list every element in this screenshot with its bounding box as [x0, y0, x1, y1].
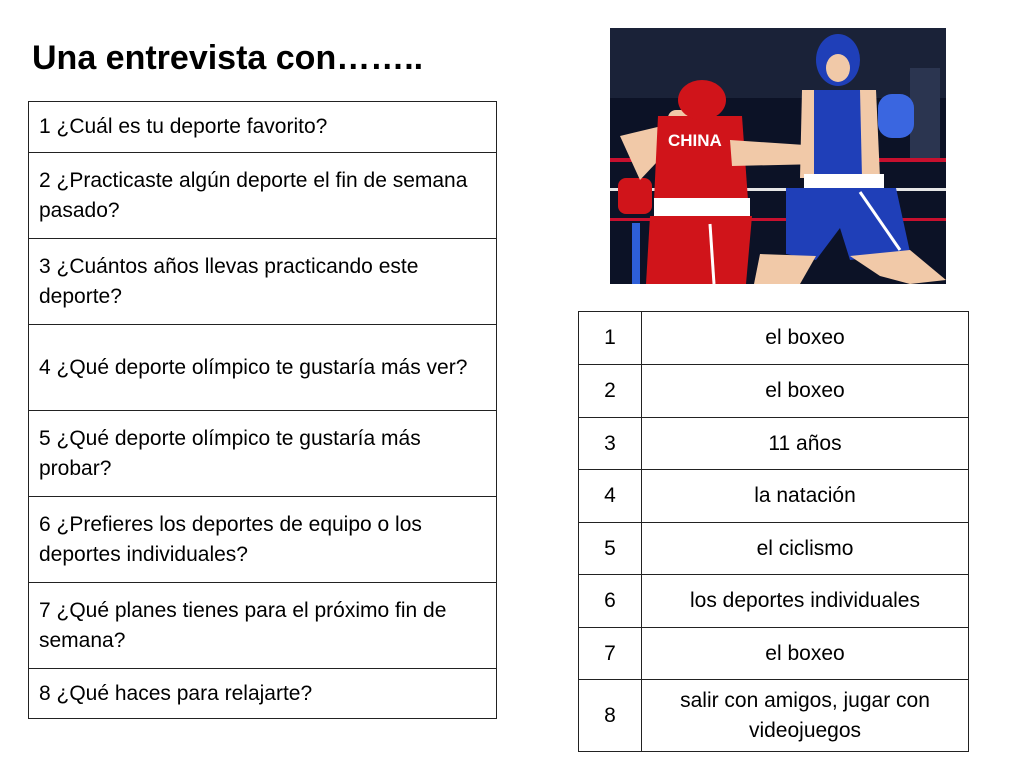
corner-post — [632, 223, 640, 284]
answer-number: 6 — [579, 575, 642, 628]
answer-text: el ciclismo — [642, 523, 969, 575]
question-cell: 6 ¿Prefieres los deportes de equipo o los deportes individuales? — [29, 497, 497, 583]
questions-table — [28, 101, 497, 719]
question-cell: 2 ¿Practicaste algún deporte el fin de semana pasado? — [29, 153, 497, 239]
answer-row — [579, 575, 969, 628]
answer-number: 7 — [579, 628, 642, 680]
answers-table — [578, 311, 969, 752]
question-row — [29, 153, 497, 239]
answer-text: el boxeo — [642, 312, 969, 365]
question-row — [29, 497, 497, 583]
red-boxer-headgear — [678, 80, 726, 120]
answer-number: 2 — [579, 365, 642, 418]
answer-row — [579, 418, 969, 470]
answer-row — [579, 312, 969, 365]
blue-boxer-glove — [878, 94, 914, 138]
boxing-photo — [610, 28, 946, 284]
answer-row — [579, 470, 969, 523]
blue-boxer-vest — [814, 90, 862, 178]
answer-text: la natación — [642, 470, 969, 523]
answer-text: el boxeo — [642, 365, 969, 418]
red-boxer-shorts — [646, 216, 752, 284]
question-cell: 5 ¿Qué deporte olímpico te gustaría más probar? — [29, 411, 497, 497]
page-title: Una entrevista con…….. — [32, 39, 424, 77]
red-boxer-waistband — [654, 198, 750, 216]
question-row — [29, 102, 497, 153]
answer-row — [579, 523, 969, 575]
blue-boxer-face — [826, 54, 850, 82]
question-cell: 8 ¿Qué haces para relajarte? — [29, 669, 497, 719]
answer-text: los deportes individuales — [642, 575, 969, 628]
question-row — [29, 669, 497, 719]
answer-number: 4 — [579, 470, 642, 523]
answer-row — [579, 680, 969, 752]
crowd-area — [610, 28, 946, 98]
answer-row — [579, 628, 969, 680]
boxing-illustration — [610, 28, 946, 284]
question-row — [29, 325, 497, 411]
question-row — [29, 583, 497, 669]
question-row — [29, 411, 497, 497]
answer-number: 3 — [579, 418, 642, 470]
answer-number: 1 — [579, 312, 642, 365]
question-cell: 3 ¿Cuántos años llevas practicando este deporte? — [29, 239, 497, 325]
shirt-text: CHINA — [668, 131, 722, 150]
answer-number: 5 — [579, 523, 642, 575]
blue-boxer-shorts — [786, 188, 910, 260]
answer-number: 8 — [579, 680, 642, 752]
spectator — [910, 68, 940, 158]
answer-text: 11 años — [642, 418, 969, 470]
question-cell: 4 ¿Qué deporte olímpico te gustaría más ver? — [29, 325, 497, 411]
answer-text: salir con amigos, jugar con videojuegos — [642, 680, 969, 752]
red-boxer-glove-left — [618, 178, 652, 214]
answer-row — [579, 365, 969, 418]
question-cell: 1 ¿Cuál es tu deporte favorito? — [29, 102, 497, 153]
blue-boxer-waistband — [804, 174, 884, 188]
question-row — [29, 239, 497, 325]
answer-text: el boxeo — [642, 628, 969, 680]
question-cell: 7 ¿Qué planes tienes para el próximo fin de semana? — [29, 583, 497, 669]
